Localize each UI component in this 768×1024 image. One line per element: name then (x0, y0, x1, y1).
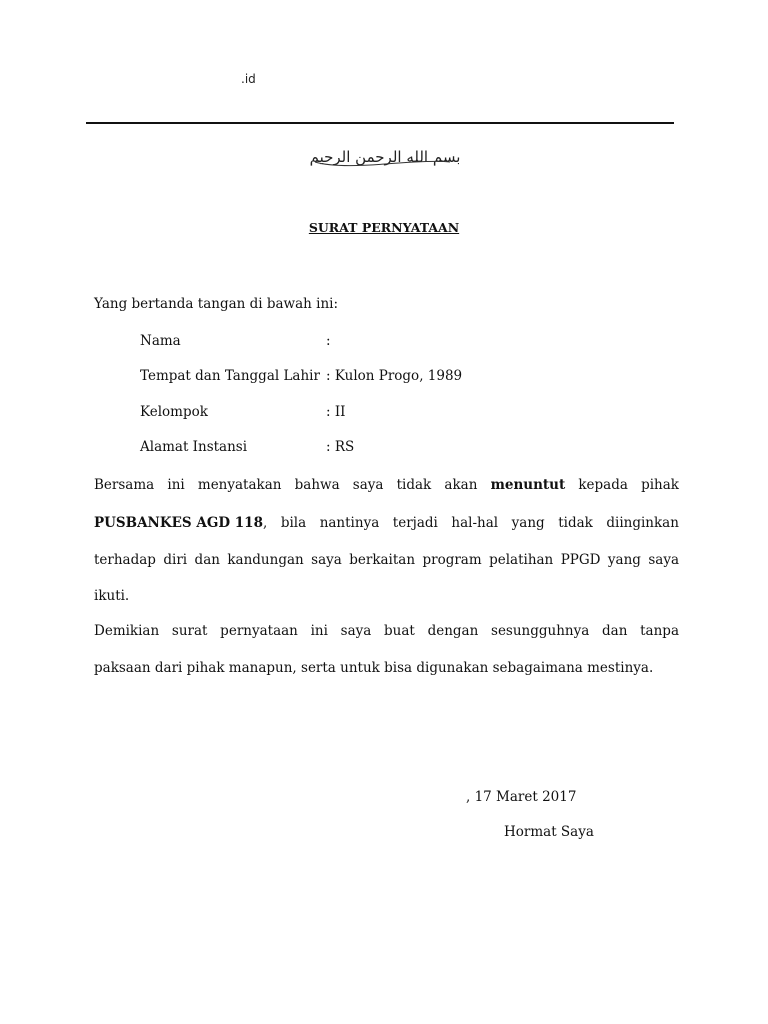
word: yang (511, 515, 545, 531)
word: bahwa (294, 477, 340, 493)
field-value: : II (326, 404, 346, 420)
signature-closing: Hormat Saya (504, 824, 594, 840)
field-value: : RS (326, 439, 355, 455)
word: menyatakan (197, 477, 282, 493)
basmalah-text: بسم الله الرحمن الرحيم (309, 148, 461, 166)
paragraph2-line1: Demikian surat pernyataan ini saya buat dengan sesungguhnya dan tanpa (94, 623, 679, 639)
word: akan (444, 477, 478, 493)
word: tidak (396, 477, 432, 493)
word: terjadi (392, 515, 438, 531)
word: bila (280, 515, 307, 531)
word: hal-hal (451, 515, 499, 531)
word: pihak (641, 477, 679, 493)
paragraph1-line3: terhadap diri dan kandungan saya berkaitan program pelatihan PPGD yang saya (94, 552, 679, 568)
signature-date: , 17 Maret 2017 (466, 789, 577, 805)
bold-org-group (94, 515, 267, 531)
word: tidak (558, 515, 593, 531)
word: Bersama (94, 477, 155, 493)
document-title: SURAT PERNYATAAN (308, 220, 460, 235)
field-label: Nama (140, 333, 181, 349)
word: kepada (578, 477, 628, 493)
bold-word: menuntut (490, 477, 566, 493)
basmalah-calligraphy (275, 140, 495, 172)
word: diinginkan (606, 515, 679, 531)
paragraph1-line4: ikuti. (94, 588, 130, 604)
word: ini (167, 477, 185, 493)
field-label: Kelompok (140, 404, 208, 420)
intro-text: Yang bertanda tangan di bawah ini: (94, 296, 339, 312)
field-value: : Kulon Progo, 1989 (326, 368, 463, 384)
header-domain-text: .id (241, 72, 256, 86)
paragraph2-line2: paksaan dari pihak manapun, serta untuk bisa digunakan sebagaimana mestinya. (94, 660, 654, 676)
header-rule (86, 122, 674, 124)
field-label: Tempat dan Tanggal Lahir (140, 368, 320, 384)
bold-org-name: PUSBANKES AGD 118 (94, 515, 263, 531)
field-label: Alamat Instansi (140, 439, 248, 455)
word: nantinya (319, 515, 380, 531)
paragraph1-line1 (94, 477, 679, 493)
field-value: : (326, 333, 331, 349)
word: , (262, 515, 268, 531)
paragraph1-line2 (94, 515, 679, 531)
word: saya (352, 477, 384, 493)
